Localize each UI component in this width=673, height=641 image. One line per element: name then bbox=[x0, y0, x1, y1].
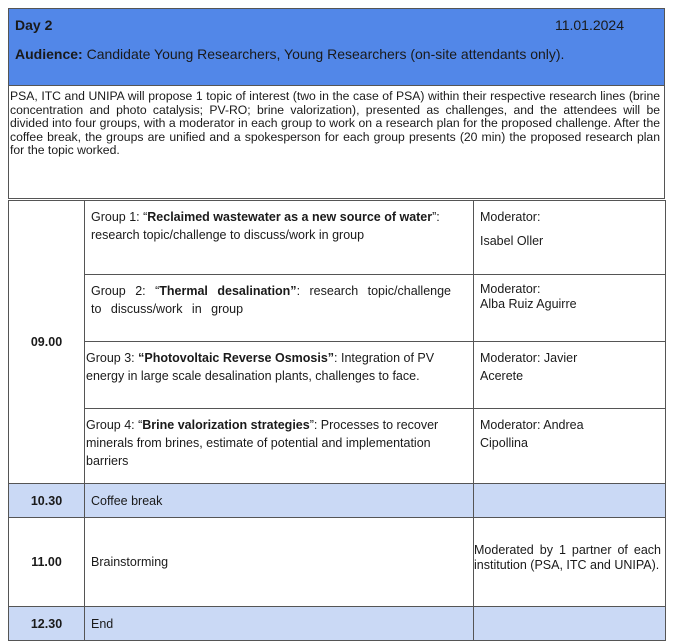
time-cell: 09.00 bbox=[9, 201, 85, 484]
group-title: Thermal desalination” bbox=[159, 284, 297, 298]
audience-label: Audience: bbox=[15, 46, 83, 62]
group-title: Reclaimed wastewater as a new source of water bbox=[147, 210, 433, 224]
moderator-cell: Moderator: Alba Ruiz Aguirre bbox=[474, 275, 666, 342]
moderator-name: Alba Ruiz Aguirre bbox=[480, 297, 577, 311]
table-row bbox=[9, 607, 666, 641]
day-header bbox=[8, 8, 665, 86]
table-row bbox=[9, 484, 666, 518]
intro-paragraph: PSA, ITC and UNIPA will propose 1 topic of interest (two in the case of PSA) within their respective research lines (brine concentration and photo catalysis; PV-RO; brine valorization), presented as challenges, and the attendees will be divided into four groups, with a moderator in each group to work on a research plan for the proposed challenge. After the coffee break, the groups are unified and a spokesperson for each group presents (20 min) the proposed research plan for the topic worked. bbox=[8, 86, 665, 199]
table-row bbox=[9, 518, 666, 607]
date-label: 11.01.2024 bbox=[554, 17, 624, 33]
activity-cell: Coffee break bbox=[85, 484, 474, 518]
group-cell: Group 3: “Photovoltaic Reverse Osmosis”: Integration of PV energy in large scale desalination plants, challenges to face. bbox=[85, 342, 474, 409]
note-cell bbox=[474, 607, 666, 641]
table-row bbox=[9, 275, 666, 342]
moderator-name: Cipollina bbox=[480, 436, 528, 450]
activity-cell: End bbox=[85, 607, 474, 641]
activity-cell: Brainstorming bbox=[85, 518, 474, 607]
time-cell: 10.30 bbox=[9, 484, 85, 518]
note-cell bbox=[474, 484, 666, 518]
moderator-cell: Moderator: Andrea Cipollina bbox=[474, 409, 666, 484]
note-cell: Moderated by 1 partner of each institution (PSA, ITC and UNIPA). bbox=[474, 518, 666, 607]
table-row bbox=[9, 342, 666, 409]
moderator-name: Acerete bbox=[480, 369, 524, 383]
moderator-cell: Moderator: Javier Acerete bbox=[474, 342, 666, 409]
time-cell: 11.00 bbox=[9, 518, 85, 607]
moderator-cell: Moderator: Isabel Oller bbox=[474, 201, 666, 275]
audience-text: Candidate Young Researchers, Young Researchers (on-site attendants only). bbox=[82, 46, 565, 62]
time-cell: 12.30 bbox=[9, 607, 85, 641]
group-title: “Photovoltaic Reverse Osmosis” bbox=[138, 351, 335, 365]
table-row bbox=[9, 201, 666, 275]
group-cell: Group 2: “Thermal desalination”: research topic/challenge to discuss/work in group bbox=[85, 275, 474, 342]
table-row bbox=[9, 409, 666, 484]
day-label: Day 2 bbox=[15, 17, 53, 33]
audience-line bbox=[15, 46, 564, 62]
group-cell: Group 1: “Reclaimed wastewater as a new source of water”: research topic/challenge to discuss/work in group bbox=[85, 201, 474, 275]
group-cell: Group 4: “Brine valorization strategies”: Processes to recover minerals from brines, estimate of potential and implementation barriers bbox=[85, 409, 474, 484]
moderator-name: Isabel Oller bbox=[480, 234, 544, 248]
group-title: Brine valorization strategies bbox=[142, 418, 310, 432]
schedule-table bbox=[8, 200, 666, 641]
